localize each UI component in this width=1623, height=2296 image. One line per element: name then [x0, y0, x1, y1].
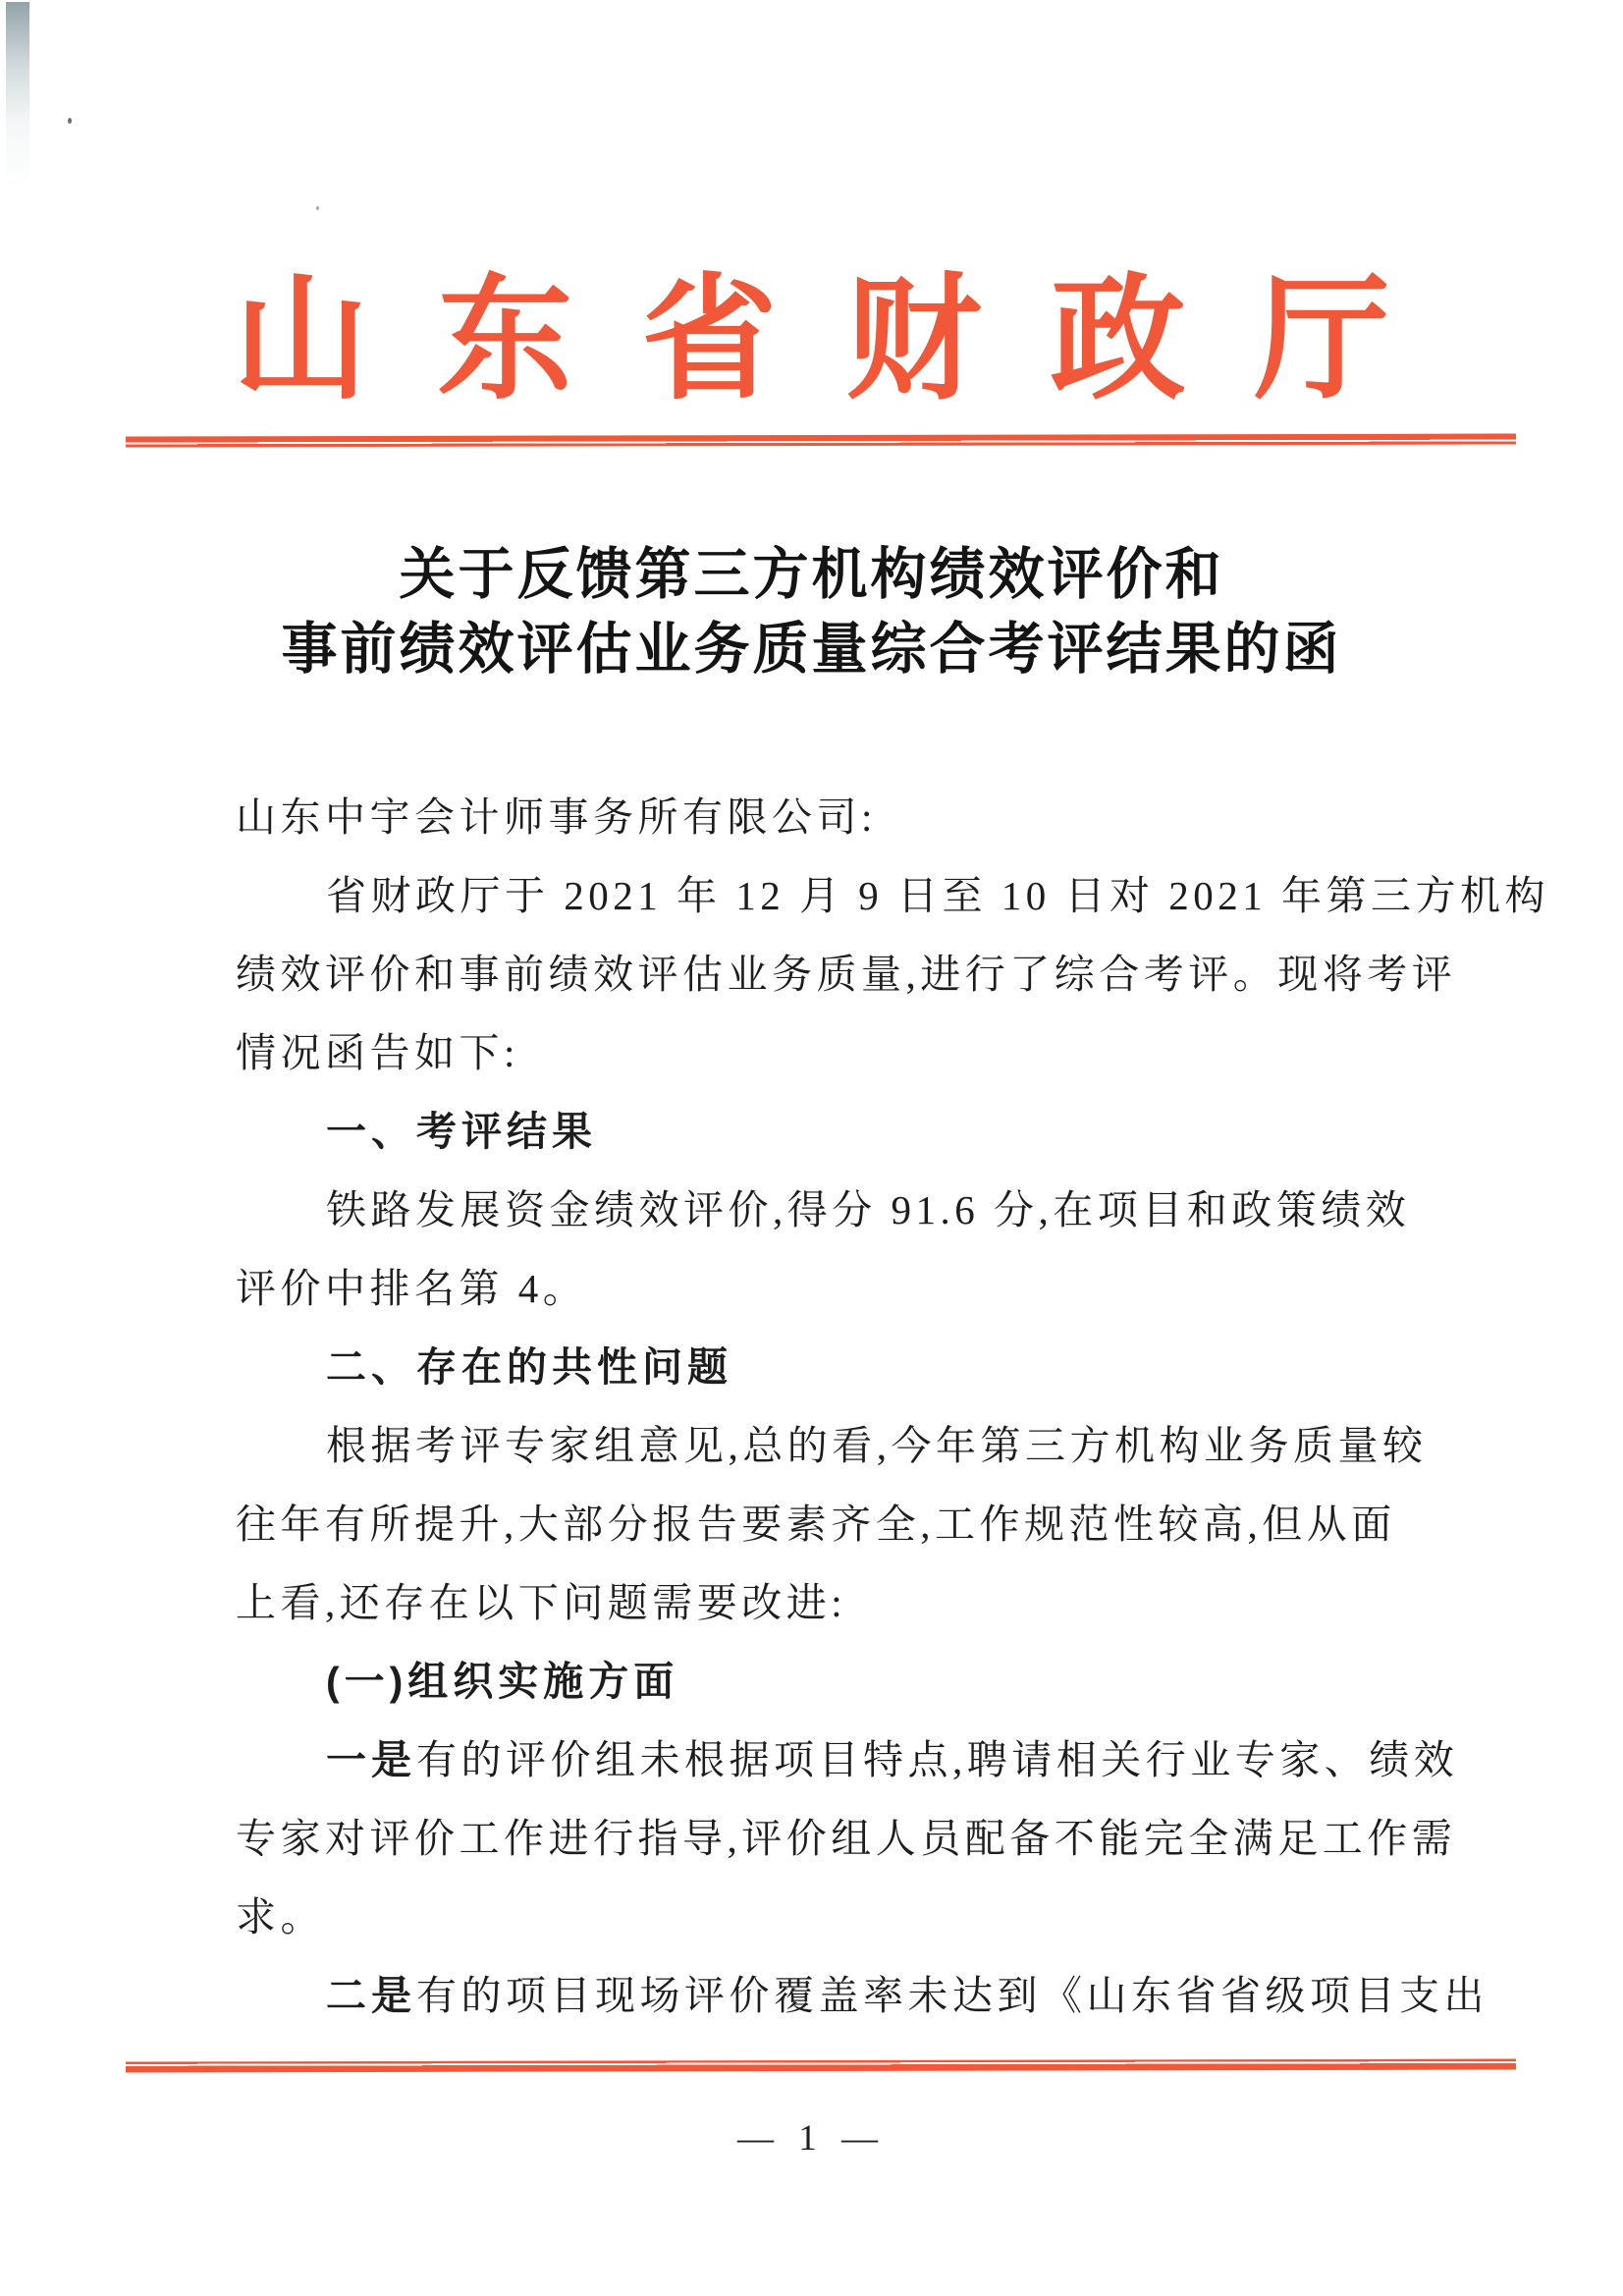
- body-line-text: 专家对评价工作进行指导,评价组人员配备不能完全满足工作需: [236, 1816, 1457, 1861]
- body-line: [236, 1577, 1502, 1656]
- agency-letterhead: 山东省财政厅: [233, 265, 1459, 415]
- body-line: [236, 1341, 1502, 1420]
- body-line-text: 铁路发展资金绩效评价,得分 91.6 分,在项目和政策绩效: [326, 1187, 1411, 1232]
- body-line: [236, 1106, 1502, 1184]
- body-line-emphasis: (一)组织实施方面: [326, 1659, 679, 1704]
- body-line-text: 评价中排名第 4。: [236, 1266, 588, 1311]
- body-line-text: 往年有所提升,大部分报告要素齐全,工作规范性较高,但从面: [236, 1502, 1396, 1547]
- body-line: [236, 792, 1502, 870]
- document-title-line1: 关于反馈第三方机构绩效评价和: [399, 544, 1224, 606]
- body-line: [236, 1970, 1502, 2049]
- body-line-text: 根据考评专家组意见,总的看,今年第三方机构业务质量较: [326, 1423, 1428, 1468]
- body-line-text: 上看,还存在以下问题需要改进:: [236, 1580, 847, 1625]
- body-line-text: 求。: [236, 1894, 325, 1940]
- body-line: [236, 1027, 1502, 1106]
- body-line-text: 情况函告如下:: [236, 1030, 519, 1075]
- footer-divider-line: [126, 2059, 1516, 2073]
- body-line: [236, 870, 1549, 949]
- body-line: [236, 1734, 1502, 1813]
- body-line: [236, 1499, 1502, 1577]
- body-line: [236, 1656, 1502, 1734]
- document-title-line2: 事前绩效评估业务质量综合考评结果的函: [281, 619, 1342, 681]
- document-body: [236, 792, 1549, 2049]
- scan-speck: [316, 206, 319, 210]
- body-line: [236, 949, 1502, 1027]
- body-line-text: 山东中宇会计师事务所有限公司:: [236, 794, 877, 840]
- body-line: [236, 1184, 1502, 1263]
- body-line-text: 绩效评价和事前绩效评估业务质量,进行了综合考评。现将考评: [236, 952, 1457, 997]
- body-line-emphasis: 二是: [326, 1973, 416, 2018]
- page-number: — 1 —: [737, 2118, 886, 2159]
- body-line-emphasis: 一是: [326, 1737, 416, 1782]
- scan-smudge: [6, 2, 29, 189]
- letterhead-divider-line: [126, 434, 1516, 448]
- scan-speck: [68, 118, 72, 124]
- body-line-text: 有的项目现场评价覆盖率未达到《山东省省级项目支出: [416, 1973, 1488, 2018]
- body-line: [236, 1813, 1502, 1891]
- document-title: [0, 538, 1623, 687]
- body-line-emphasis: 二、存在的共性问题: [326, 1344, 732, 1390]
- body-line-text: 省财政厅于 2021 年 12 月 9 日至 10 日对 2021 年第三方机构: [326, 873, 1549, 918]
- body-line: [236, 1263, 1502, 1341]
- body-line-emphasis: 一、考评结果: [326, 1109, 597, 1154]
- body-line: [236, 1420, 1502, 1499]
- body-line-text: 有的评价组未根据项目特点,聘请相关行业专家、绩效: [416, 1737, 1459, 1782]
- body-line: [236, 1891, 1502, 1970]
